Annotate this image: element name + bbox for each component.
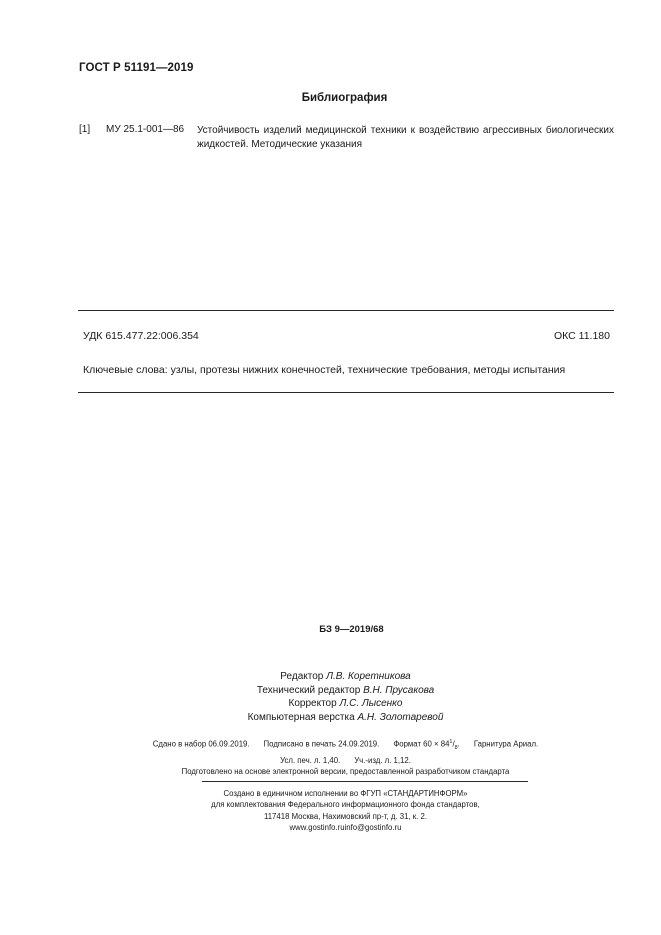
credit-proofreader: Корректор Л.С. Лысенко	[288, 698, 403, 710]
bz-number: БЗ 9—2019/68	[319, 624, 384, 635]
bibliography-document-title: Устойчивость изделий медицинской техники к воздействию агрессивных биологических жидкостей. Методические указания	[197, 125, 614, 150]
credit-editor: Редактор Л.В. Коретникова	[280, 671, 411, 682]
divider-top	[78, 310, 614, 311]
print-info-line-2: Усл. печ. л. 1,40. Уч.-изд. л. 1,12.	[280, 755, 411, 765]
keywords-text: узлы, протезы нижних конечностей, технические требования, методы испытания	[170, 364, 566, 376]
standard-code: ГОСТ Р 51191—2019	[79, 62, 194, 74]
credits-block	[0, 670, 661, 724]
print-info-line-1: Сдано в набор 06.09.2019. Подписано в печать 24.09.2019. Формат $60 \times 84^1/_8$. Гарнитура Ариал.	[152, 739, 539, 752]
publisher-line-1: Создано в единичном исполнении во ФГУП «СТАНДАРТИНФОРМ»	[223, 789, 468, 798]
bibliography-document-code: МУ 25.1-001—86	[106, 124, 185, 135]
print-info-block	[0, 737, 661, 777]
udk-code: УДК 615.477.22:006.354	[83, 330, 199, 342]
publisher-contacts	[30, 822, 661, 833]
keywords-line	[83, 364, 565, 376]
divider-bottom	[78, 392, 614, 393]
publisher-email-link[interactable]: info@gostinfo.ru	[344, 823, 402, 833]
bibliography-ref-number: [1]	[79, 124, 91, 135]
print-info-line-3: Подготовлено на основе электронной версии, предоставленной разработчиком стандарта	[181, 766, 510, 776]
credit-layout: Компьютерная верстка А.Н. Золотаревой	[247, 711, 444, 723]
publisher-address: 117418 Москва, Нахимовский пр-т, д. 31, к. 2.	[263, 811, 428, 821]
bibliography-title: Библиография	[301, 92, 388, 104]
oks-code: ОКС 11.180	[553, 330, 610, 342]
publisher-block	[0, 788, 661, 834]
keywords-label: Ключевые слова:	[83, 364, 168, 376]
credit-tech-editor: Технический редактор В.Н. Прусакова	[256, 684, 435, 696]
publisher-line-2: для комплектования Федерального информационного фонда стандартов,	[211, 800, 480, 810]
publisher-website-link[interactable]: www.gostinfo.ru	[289, 823, 345, 833]
divider-publisher	[202, 781, 528, 782]
